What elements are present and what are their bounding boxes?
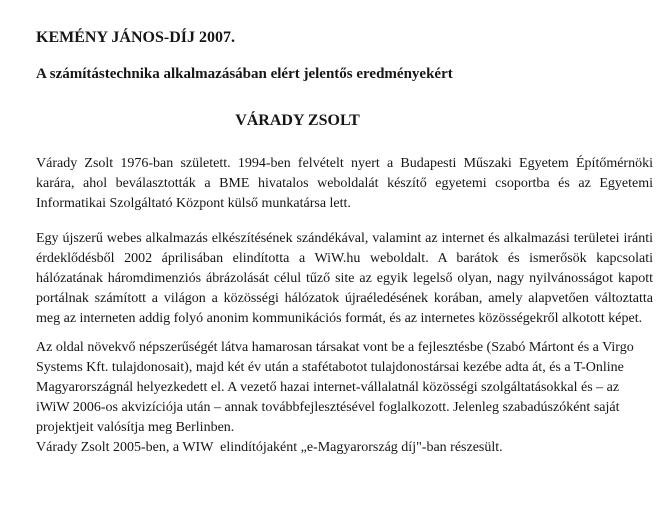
award-citation: A számítástechnika alkalmazásában elért jelentős eredményekért	[36, 66, 453, 82]
bio-paragraph-birth-education: Várady Zsolt 1976-ban született. 1994-ben felvételt nyert a Budapesti Műszaki Egyetem Építőmérnöki karára, ahol beválasztották a BME hivatalos weboldalát készítő egyetemi csoportba és az Egyetemi Informatikai Szolgáltató Központ külső munkatársa lett.	[36, 156, 653, 211]
bio-paragraph-award-2005: Várady Zsolt 2005-ben, a WIW elindítójaként „e-Magyarország díj"-ban részesült.	[36, 440, 503, 455]
bio-paragraph-career: Az oldal növekvő népszerűségét látva hamarosan társakat vont be a fejlesztésbe (Szabó Mártont és a Virgo Systems Kft. tulajdonosait), majd két év után a stafétabotot tulajdonostársai kezébe adta át, és a T-Online Magyarországnál helyezkedett el. A vezető hazai internet-vállalatnál közösségi szolgáltatásokkal és – az iWiW 2006-os akvizíciója után – annak továbbfejlesztésével foglalkozott. Jelenleg szabadúszóként saját projektjeit valósítja meg Berlinben.	[36, 340, 634, 435]
bio-paragraph-wiw-launch: Egy újszerű webes alkalmazás elkészítésének szándékával, valamint az internet és alkalmazási területei iránti érdeklődésből 2002 áprilisában elindította a WiW.hu weboldalt. A barátok és ismerősök kapcsolati hálózatának háromdimenziós ábrázolását célul tűző site az egyik legelső olyan, nagy nyilvánosságot kapott portálnak számított a világon a közösségi hálózatok újraéledésének korában, amely alapvetően változtatta meg az interneten addig folyó anonim kommunikációs formát, és az internetes közösségekről alkotott képet.	[36, 231, 653, 326]
award-title: KEMÉNY JÁNOS-DÍJ 2007.	[36, 29, 235, 46]
recipient-name: VÁRADY ZSOLT	[235, 112, 360, 129]
